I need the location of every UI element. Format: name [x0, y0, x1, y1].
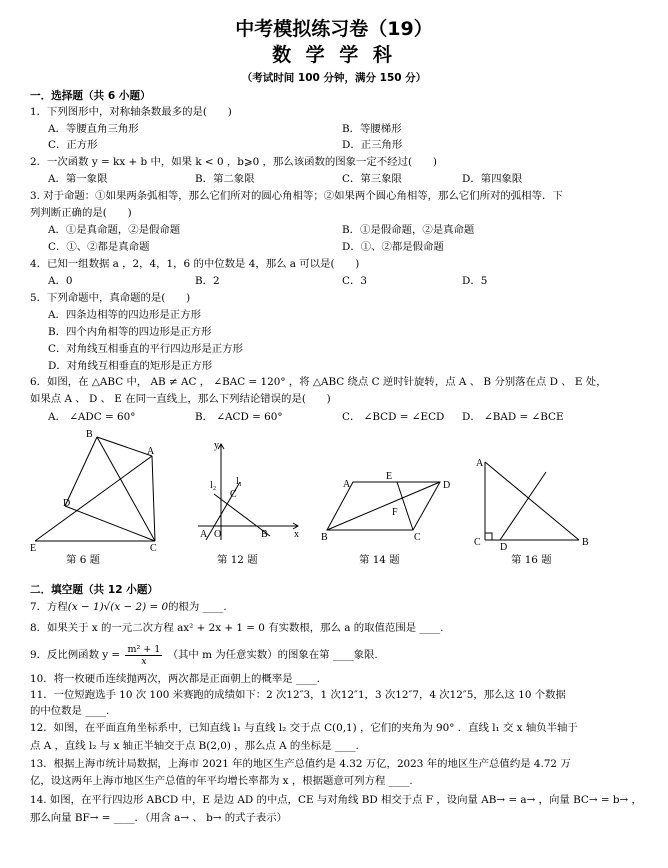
q6-option-d: D． ∠BAD = ∠BCE [462, 411, 564, 423]
q5-option-c: C．对角线互相垂直的平行四边形是正方形 [48, 343, 243, 355]
q7-prefix: 7．方程 [30, 601, 68, 613]
fig12-label-l2: l₂ [210, 480, 217, 491]
q5-option-d: D．对角线互相垂直的矩形是正方形 [48, 360, 213, 372]
q9-numerator: m² + 1 [127, 644, 161, 655]
q1-option-d: D．正三角形 [342, 139, 403, 151]
fig6-label-e: E [30, 543, 37, 554]
q1-option-c: C．正方形 [48, 139, 98, 151]
q13-line1: 13．根据上海市统计局数据，上海市 2021 年的地区生产总值约是 4.32 万亿，2023 年的地区生产总值约是 4.72 万 [30, 758, 571, 770]
q2-option-c: C．第三象限 [342, 173, 402, 185]
q3-option-c: C．①、②都是真命题 [48, 241, 150, 253]
fig14-label-b: B [321, 532, 328, 543]
fig12-label-o: O [214, 529, 222, 540]
fig12-label-x: x [294, 529, 299, 540]
q1-option-b: B．等腰梯形 [342, 123, 402, 135]
q11-line2: 的中位数是 ____. [30, 705, 110, 717]
figure-12-axes [198, 444, 298, 540]
fig12-label-c: C [230, 489, 237, 500]
fig12-label-y: y [214, 440, 219, 451]
fig12-label-b: B [261, 529, 268, 540]
fig6-label-d: D [63, 498, 71, 509]
fig6-caption: 第 6 题 [66, 554, 100, 566]
fig12-label-l1: l₁ [236, 476, 243, 487]
q3-option-d: D．①、②都是假命题 [342, 241, 444, 253]
q7-expression: (x − 1)√(x − 2) = 0 [67, 601, 169, 613]
q1-stem: 1．下列图形中，对称轴条数最多的是( ) [30, 106, 232, 118]
q13-line2: 亿，设这两年上海市地区生产总值的年平均增长率都为 x ，根据题意可列方程 ____. [30, 775, 413, 787]
fig14-label-a: A [343, 479, 351, 490]
q10: 10．将一枚硬币连续抛两次，两次都是正面朝上的概率是 ____. [30, 673, 320, 685]
figure-6-lines [35, 437, 155, 541]
q3-option-b: B．①是假命题，②是真命题 [342, 224, 475, 236]
q9-suffix: （其中 m 为任意实数）的图象在第 ____象限. [167, 649, 378, 661]
q9-denominator: x [141, 656, 147, 667]
fig16-label-d: D [500, 542, 508, 553]
fig16-label-b: B [582, 537, 589, 548]
q8: 8．如果关于 x 的一元二次方程 ax² + 2x + 1 = 0 有实数根，那么 a 的取值范围是 ____. [30, 622, 444, 634]
section-heading-fill: 二．填空题（共 12 小题） [30, 584, 159, 596]
figure-12-lines [206, 482, 270, 540]
q2-option-d: D．第四象限 [462, 173, 523, 185]
q3-stem-line2: 列判断正确的是( ) [30, 207, 132, 219]
fig6-label-a: A [147, 446, 155, 457]
q5-option-b: B．四个内角相等的四边形是正方形 [48, 326, 212, 338]
fig16-label-c: C [474, 537, 481, 548]
q5-option-a: A．四条边相等的四边形是正方形 [48, 309, 201, 321]
section-heading-choice: 一．选择题（共 6 小题） [30, 90, 151, 102]
q1-option-a: A．等腰直角三角形 [48, 123, 139, 135]
q2-stem: 2．一次函数 y = kx + b 中，如果 k < 0 ，b⩾0 ，那么该函数的图象一定不经过( ) [30, 156, 437, 168]
q9-fraction [125, 644, 162, 667]
fig14-caption: 第 14 题 [359, 554, 400, 566]
fig6-label-b: B [86, 429, 93, 440]
page-subtitle: 数 学 学 科 [272, 44, 396, 66]
q6-stem-line2: 如果点 A 、 D 、 E 在同一直线上，那么下列结论错误的是( ) [30, 393, 331, 405]
fig12-label-a: A [200, 529, 208, 540]
q6-option-c: C． ∠BCD = ∠ECD [342, 411, 445, 423]
q2-option-a: A．第一象限 [48, 173, 108, 185]
fig14-label-e: E [386, 471, 393, 482]
fig14-label-d: D [443, 480, 451, 491]
q9-prefix: 9．反比例函数 y = [30, 649, 121, 661]
exam-note: （考试时间 100 分钟，满分 150 分） [241, 72, 427, 84]
q3-option-a: A．①是真命题，②是假命题 [48, 224, 181, 236]
fig16-label-a: A [476, 458, 484, 469]
q4-option-b: B．2 [195, 275, 220, 287]
q7 [30, 601, 227, 614]
q3-stem-line1: 3. 对于命题：①如果两条弧相等，那么它们所对的圆心角相等；②如果两个圆心角相等，那么它们所对的弧相等．下 [30, 190, 563, 202]
fig16-caption: 第 16 题 [511, 554, 552, 566]
q7-suffix: 的根为 ____. [168, 601, 227, 613]
q12-line1: 12．如图，在平面直角坐标系中，已知直线 l₁ 与直线 l₂ 交于点 C(0,1) ，它们的夹角为 90° ．直线 l₁ 交 x 轴负半轴于 [30, 722, 578, 734]
q6-stem-line1: 6．如图，在 △ABC 中， AB ≠ AC ， ∠BAC = 120° ，将 △ABC 绕点 C 逆时针旋转，点 A 、 B 分别落在点 D 、 E 处， [30, 376, 607, 388]
q4-option-d: D．5 [462, 275, 488, 287]
q12-line2: 点 A ，直线 l₂ 与 x 轴正半轴交于点 B(2,0) ，那么点 A 的坐标是 ____. [30, 740, 359, 752]
q14-line1: 14. 如图，在平行四边形 ABCD 中，E 是边 AD 的中点，CE 与对角线 BD 相交于点 F ，设向量 AB→ = a→ ，向量 BC→ = b→ ， [30, 794, 642, 806]
q11-line1: 11．一位短跑选手 10 次 100 米赛跑的成绩如下：2 次12″3，1 次12″1，3 次12″7，4 次12″5，那么这 10 个数据 [30, 689, 566, 701]
fig14-label-c: C [414, 532, 421, 543]
q4-option-c: C．3 [342, 275, 367, 287]
page-title: 中考模拟练习卷（19） [235, 18, 433, 40]
fig6-label-c: C [150, 543, 157, 554]
q5-stem: 5．下列命题中，真命题的是( ) [30, 292, 191, 304]
fig14-label-f: F [392, 507, 398, 518]
fig12-caption: 第 12 题 [217, 554, 258, 566]
q2-option-b: B．第二象限 [195, 173, 255, 185]
figure-16-lines [485, 462, 579, 540]
q6-option-b: B． ∠ACD = 60° [195, 411, 283, 423]
q4-stem: 4．已知一组数据 a ，2，4，1，6 的中位数是 4，那么 a 可以是( ) [30, 258, 360, 270]
q9 [30, 644, 378, 672]
figure-14-lines [327, 482, 440, 530]
q14-line2: 那么向量 BF→ = ____．（用含 a→ 、 b→ 的式子表示） [30, 812, 288, 824]
q6-option-a: A． ∠ADC = 60° [48, 411, 136, 423]
q4-option-a: A．0 [48, 275, 73, 287]
